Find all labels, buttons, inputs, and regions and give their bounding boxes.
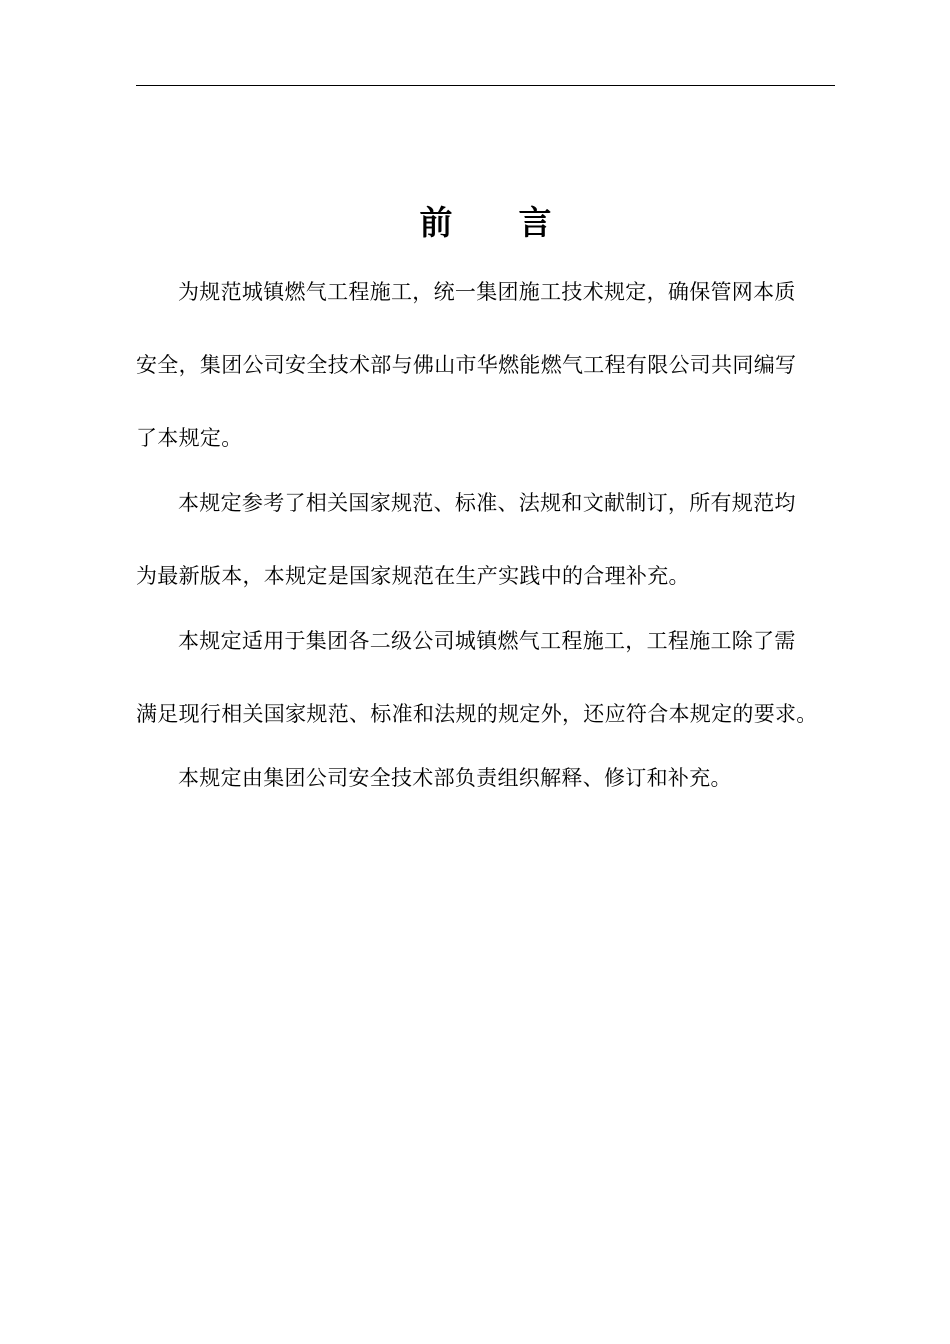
paragraph-4-line-1: 本规定由集团公司安全技术部负责组织解释、修订和补充。 [178, 766, 732, 790]
paragraph-3-line-2: 满足现行相关国家规范、标准和法规的规定外，还应符合本规定的要求。 [136, 702, 818, 726]
header-rule [136, 85, 835, 86]
paragraph-2-line-2: 为最新版本，本规定是国家规范在生产实践中的合理补充。 [136, 564, 690, 588]
paragraph-4 [136, 742, 841, 815]
paragraph-1 [136, 256, 841, 475]
title-char-2: 言 [518, 203, 552, 242]
paragraph-1-line-2: 安全，集团公司安全技术部与佛山市华燃能燃气工程有限公司共同编写 [136, 353, 797, 377]
title-char-1: 前 [419, 203, 453, 242]
page-title [136, 196, 835, 250]
paragraph-1-line-3: 了本规定。 [136, 426, 243, 450]
paragraph-2 [136, 467, 841, 613]
paragraph-2-line-1: 本规定参考了相关国家规范、标准、法规和文献制订，所有规范均 [178, 491, 796, 515]
paragraph-1-line-1: 为规范城镇燃气工程施工，统一集团施工技术规定，确保管网本质 [178, 280, 796, 304]
paragraph-3-line-1: 本规定适用于集团各二级公司城镇燃气工程施工，工程施工除了需 [178, 629, 796, 653]
paragraph-3 [136, 605, 841, 751]
